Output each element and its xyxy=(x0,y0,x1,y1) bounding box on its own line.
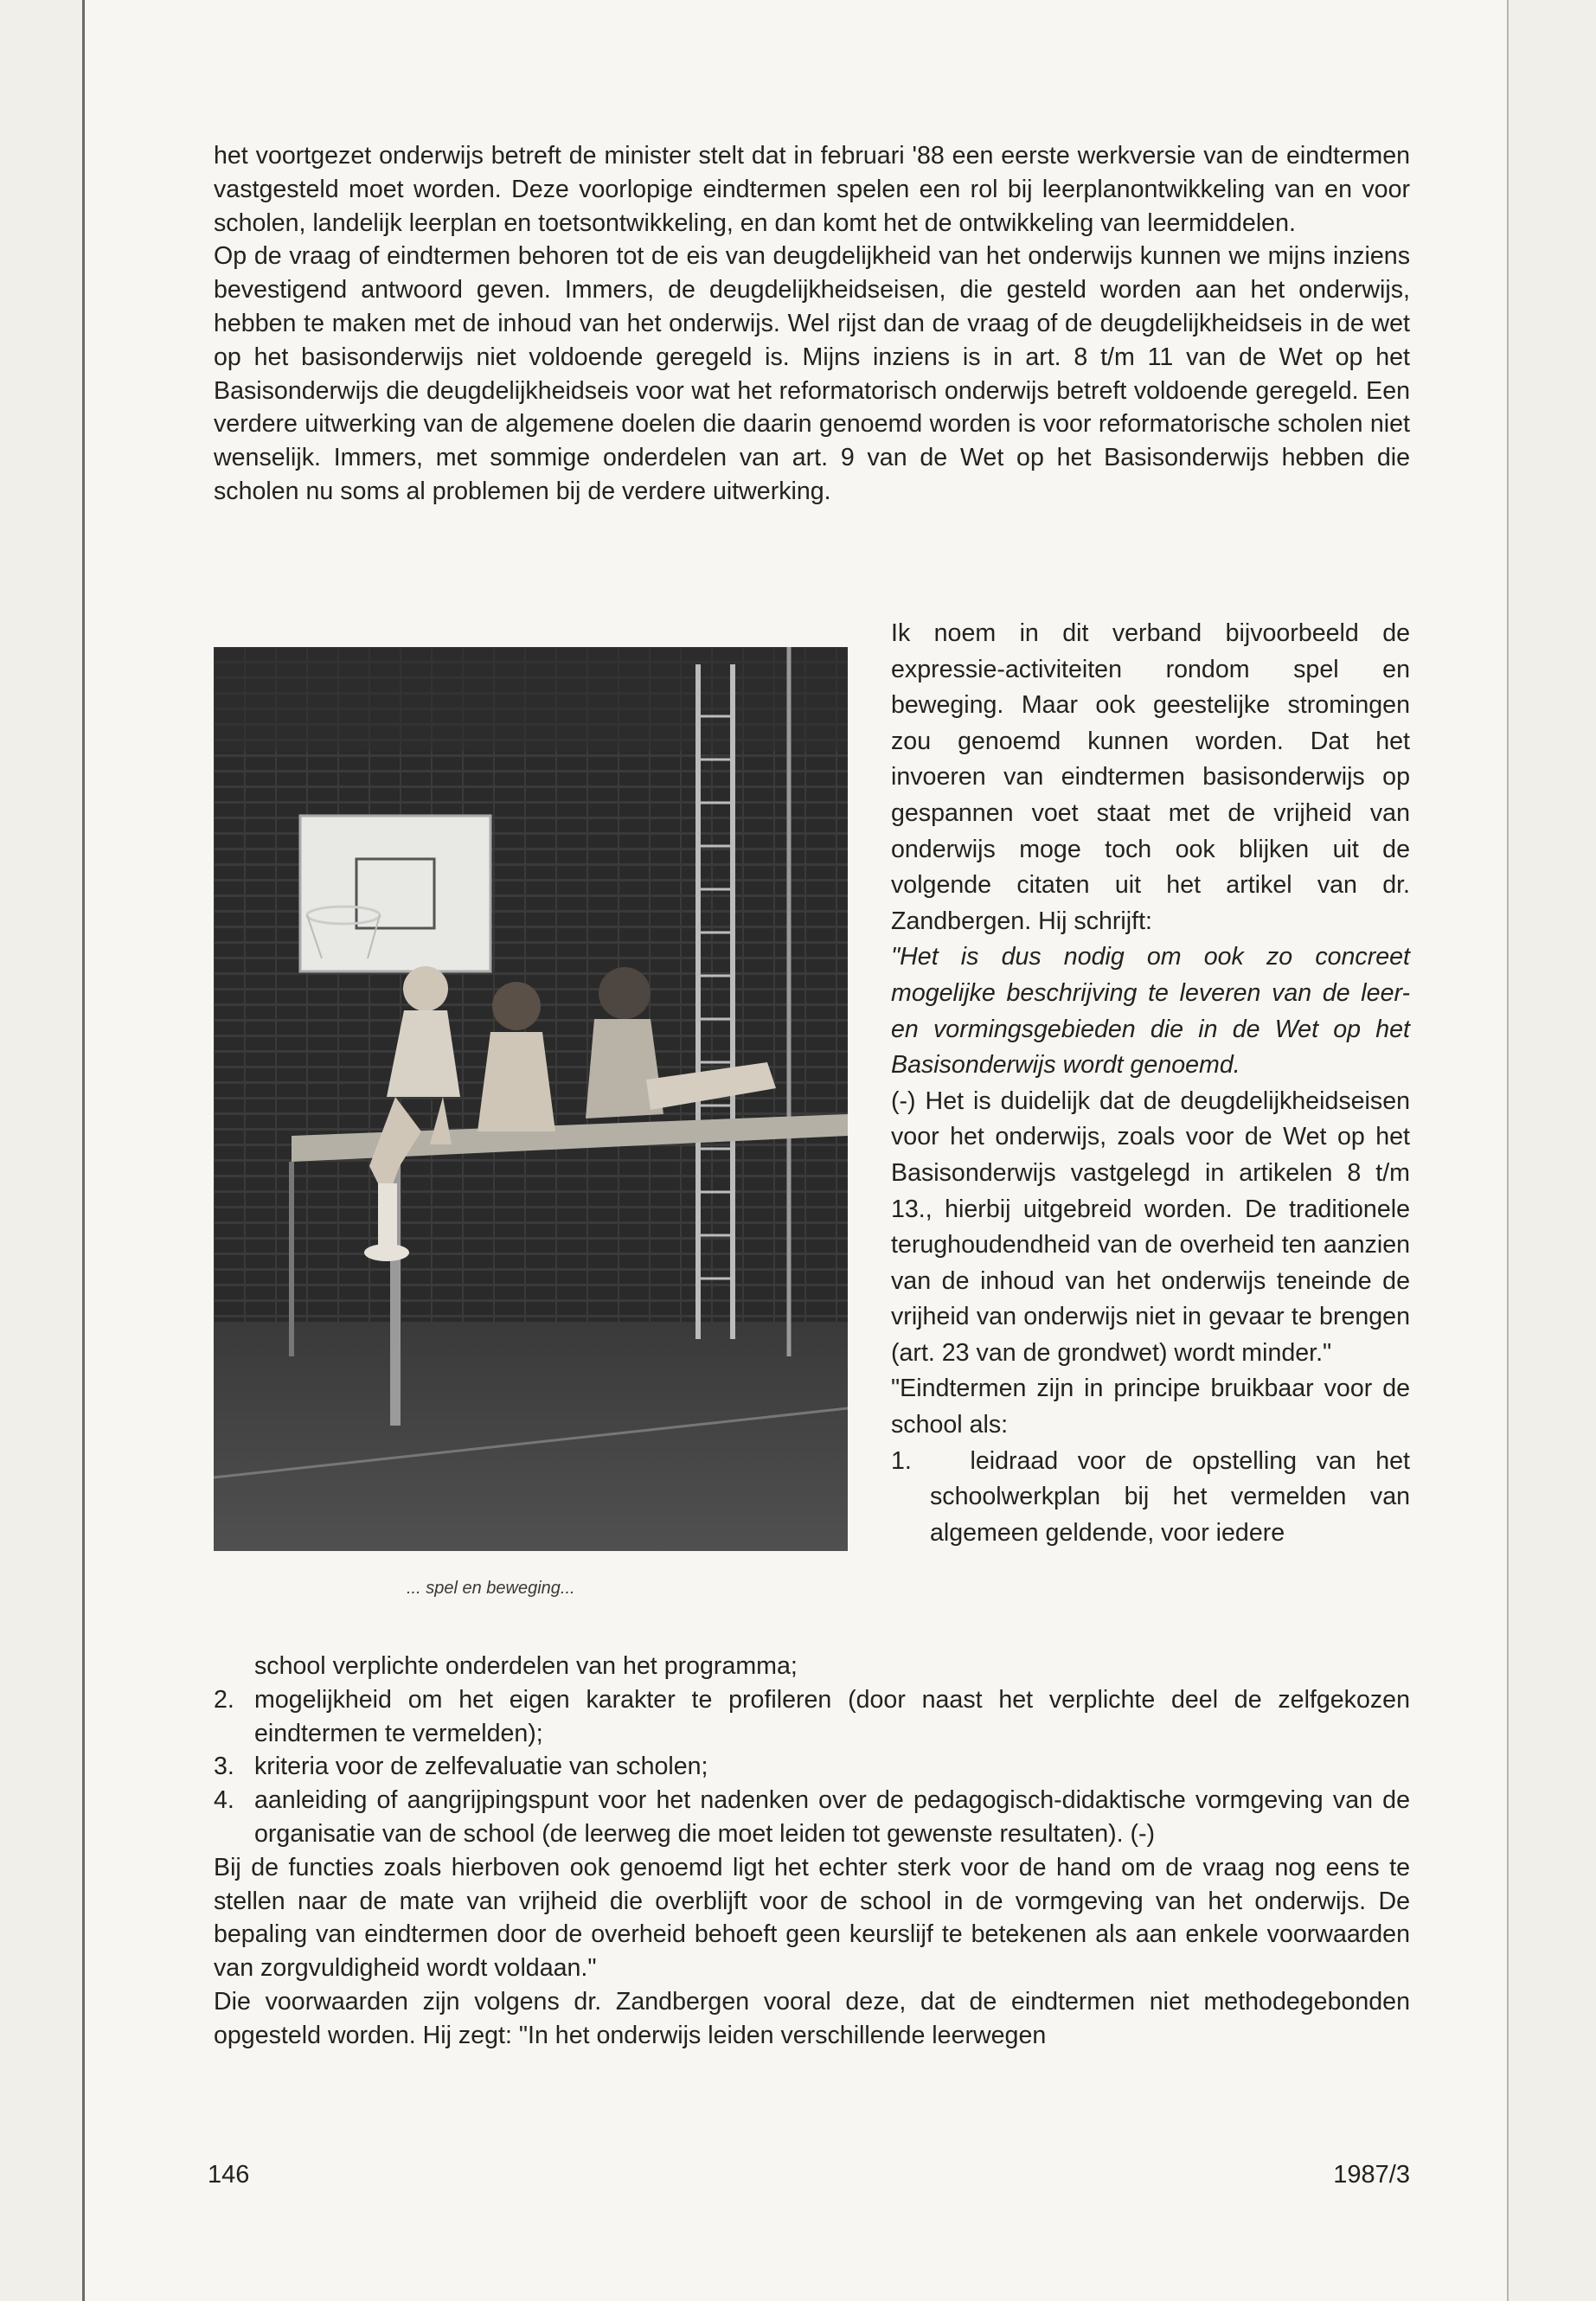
right-column xyxy=(891,616,1410,1551)
gym-photo xyxy=(214,647,848,1551)
list-item-number: 4. xyxy=(214,1786,234,1815)
paragraph-functies: Bij de functies zoals hierboven ook genoemd ligt het echter sterk voor de hand om de vraag nog eens te stellen naar de mate van vrijheid die overblijft voor de school in de vormgeving van het onderwijs. De bepaling van eindtermen door de overheid behoeft geen keurslijf te betekenen als aan enkele voorwaarden van zorgvuldigheid wordt voldaan." xyxy=(214,1853,1410,1983)
list-item-text: aanleiding of aangrijpingspunt voor het nadenken over de pedagogisch-didaktische vormgeving van de organisatie van de school (de leerweg die moet leiden tot gewenste resultaten). (-) xyxy=(254,1786,1410,1848)
paragraph-intro: het voortgezet onderwijs betreft de minister stelt dat in februari '88 een eerste werkversie van de eindtermen vastgesteld moet worden. Deze voorlopige eindtermen spelen een rol bij leerplanontwikkeling van en voor scholen, landelijk leerplan en toetsontwikkeling, en dan komt het de ontwikkeling van leermiddelen. xyxy=(214,142,1410,237)
list-item-text: leidraad voor de opstelling van het schoolwerkplan bij het vermelden van algemeen geldende, voor iedere xyxy=(930,1446,1410,1547)
list-item-number: 1. xyxy=(891,1446,912,1475)
quote-zandbergen-2-intro: "Eindtermen zijn in principe bruikbaar voor de school als: xyxy=(891,1375,1410,1439)
list-item-2 xyxy=(214,1683,1410,1751)
list-item-3 xyxy=(214,1750,1410,1784)
gym-photo-illustration xyxy=(214,647,848,1551)
photo-caption: ... spel en beweging... xyxy=(407,1579,575,1598)
paragraph-voorwaarden: Die voorwaarden zijn volgens dr. Zandbergen vooral deze, dat de eindtermen niet methodegebonden opgesteld worden. Hij zegt: "In het onderwijs leiden verschillende leerwegen xyxy=(214,1987,1410,2049)
paragraph-deugdelijkheid: Op de vraag of eindtermen behoren tot de eis van deugdelijkheid van het onderwijs kunnen we mijns inziens bevestigend antwoord geven. Immers, de deugdelijkheidseisen, die gesteld worden aan het onderwijs, hebben te maken met de inhoud van het onderwijs. Wel rijst dan de vraag of de deugdelijkheidseis in de wet op het basisonderwijs niet voldoende geregeld is. Mijns inziens is in art. 8 t/m 11 van de Wet op het Basisonderwijs die deugdelijkheidseis voor wat het reformatorisch onderwijs betreft voldoende geregeld. Een verdere uitwerking van de algemene doelen die daarin genoemd worden is voor reformatorische scholen niet wenselijk. Immers, met sommige onderdelen van art. 9 van de Wet op het Basisonderwijs hebben die scholen nu soms al problemen bij de verdere uitwerking. xyxy=(214,242,1410,505)
top-text-block xyxy=(214,139,1410,509)
issue-label: 1987/3 xyxy=(1333,2161,1410,2189)
list-item-text: kriteria voor de zelfevaluatie van scholen; xyxy=(254,1753,708,1781)
scan-edge-right xyxy=(1507,0,1509,2301)
list-item-1 xyxy=(891,1444,1410,1552)
list-item-1-continued: school verplichte onderdelen van het programma; xyxy=(254,1652,798,1680)
quote-zandbergen-1b: (-) Het is duidelijk dat de deugdelijkheidseisen voor het onderwijs, zoals voor de Wet op het Basisonderwijs vastgelegd in artikelen 8 t/m 13., hierbij uitgebreid worden. De traditionele terughoudendheid van de overheid ten aanzien van de inhoud van het onderwijs teneinde de vrijheid van onderwijs niet in gevaar te brengen (art. 23 van de grondwet) wordt minder." xyxy=(891,1086,1410,1367)
list-item-text: mogelijkheid om het eigen karakter te profileren (door naast het verplichte deel de zelfgekozen eindtermen te vermelden); xyxy=(254,1685,1410,1747)
list-item-number: 2. xyxy=(214,1685,234,1714)
column-paragraph: Ik noem in dit verband bijvoorbeeld de expressie-activiteiten rondom spel en beweging. Maar ook geestelijke stromingen zou genoemd kunnen worden. Dat het invoeren van eindtermen basisonderwijs op gespannen voet staat met de vrijheid van onderwijs moge toch ook blijken uit de volgende citaten uit het artikel van dr. Zandbergen. Hij schrijft: xyxy=(891,619,1410,935)
list-item-number: 3. xyxy=(214,1753,234,1781)
list-item-4 xyxy=(214,1784,1410,1851)
page-number: 146 xyxy=(208,2161,250,2189)
quote-zandbergen-1a: "Het is dus nodig om ook zo concreet mogelijke beschrijving te leveren van de leer- en vormingsgebieden die in de Wet op het Basisonderwijs wordt genoemd. xyxy=(891,943,1410,1080)
bottom-text-block xyxy=(214,1650,1410,2053)
